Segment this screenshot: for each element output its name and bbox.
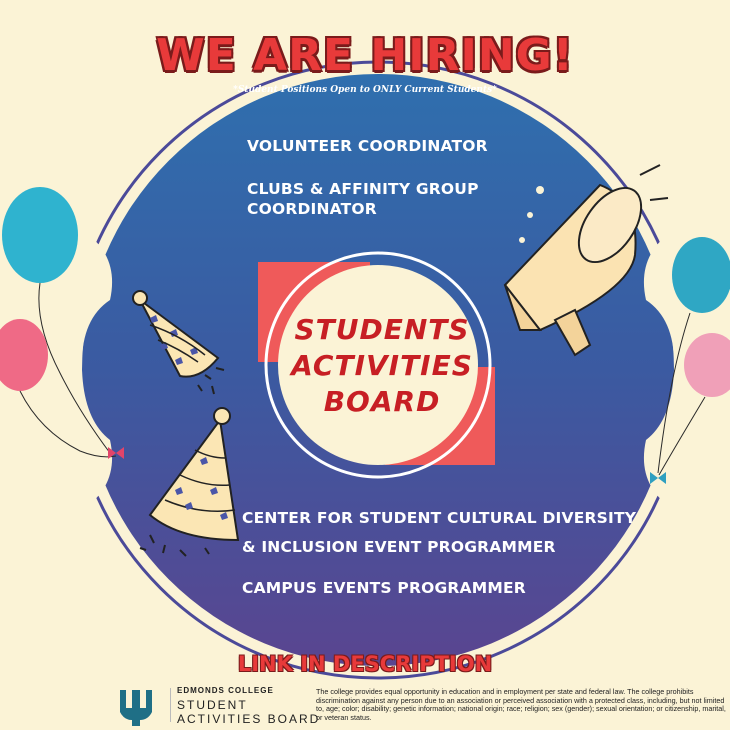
footer-legal-text: The college provides equal opportunity in education and in employment per state and federal law. The college prohibits discrimination against any person due to an association or perceived association with a protected class, including, but not limited to, age; color; disability; genetic information; national origin; race; religion; sex (gender); sexual orientation; or citizenship, marital, or veteran status. — [316, 687, 726, 722]
badge-title-line2: ACTIVITIES — [291, 349, 473, 382]
position-volunteer-coordinator: VOLUNTEER COORDINATOR — [247, 137, 488, 155]
badge-title-line3: BOARD — [323, 385, 441, 418]
position-diversity-line1: CENTER FOR STUDENT CULTURAL DIVERSITY — [242, 509, 637, 527]
footer-divider — [170, 688, 171, 722]
badge-title — [262, 312, 502, 420]
position-campus-events: CAMPUS EVENTS PROGRAMMER — [242, 579, 526, 597]
trident-logo-icon — [120, 690, 152, 726]
position-clubs-affinity-line1: CLUBS & AFFINITY GROUP — [247, 180, 479, 198]
eligibility-note: *Student Positions Open to ONLY Current Students* — [233, 85, 497, 95]
position-diversity-line2: & INCLUSION EVENT PROGRAMMER — [242, 538, 556, 556]
footer-dept-line2: ACTIVITIES BOARD — [177, 712, 321, 726]
badge-title-line1: STUDENTS — [294, 313, 470, 346]
link-in-description: LINK IN DESCRIPTION — [237, 652, 493, 676]
position-clubs-affinity-line2: COORDINATOR — [247, 200, 377, 218]
page-title: WE ARE HIRING! — [156, 30, 574, 81]
footer-college-name: EDMONDS COLLEGE — [177, 686, 274, 695]
footer-dept-line1: STUDENT — [177, 698, 248, 712]
